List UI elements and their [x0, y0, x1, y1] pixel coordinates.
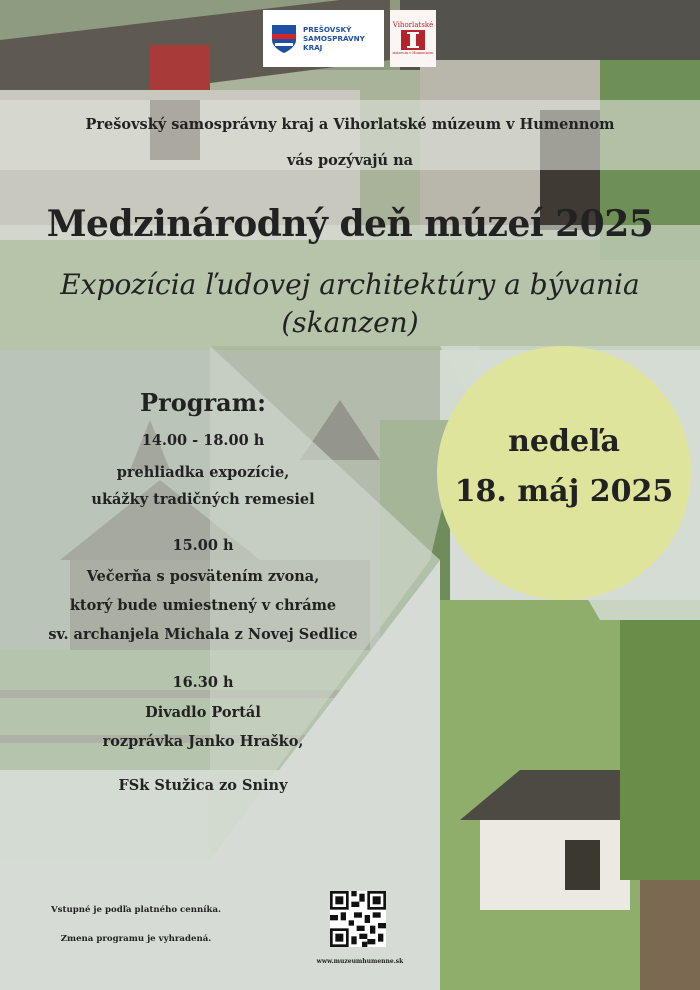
program-line: sv. archanjela Michala z Novej Sedlice — [48, 626, 358, 643]
program-line: ukážky tradičných remesiel — [91, 491, 315, 508]
museum-logo-location: múzeum v Humennom — [392, 51, 434, 55]
event-date: 18. máj 2025 — [454, 474, 674, 509]
qr-code-icon — [330, 891, 386, 947]
museum-logo-name: Vihorlatské — [392, 21, 434, 29]
program-line: ktorý bude umiestnený v chráme — [69, 597, 337, 614]
program-heading: Program: — [140, 388, 266, 417]
museum-column-icon — [400, 29, 426, 51]
psk-logo-line: PREŠOVSKÝ — [303, 25, 352, 34]
program-time: 15.00 h — [172, 537, 234, 554]
invitation-line: vás pozývajú na — [286, 152, 414, 169]
venue-subtitle-note: (skanzen) — [281, 306, 419, 339]
program-time: 14.00 - 18.00 h — [141, 432, 265, 449]
event-title: Medzinárodný deň múzeí 2025 — [46, 203, 654, 245]
program-change-note: Zmena programu je vyhradená. — [60, 934, 212, 944]
psk-logo — [263, 10, 384, 67]
program-line: FSk Stužica zo Sniny — [118, 777, 288, 794]
psk-logo-line: SAMOSPRÁVNY — [303, 34, 365, 43]
date-circle — [437, 346, 691, 600]
program-line: Divadlo Portál — [145, 704, 261, 721]
program-line: Večerňa s posvätením zvona, — [86, 568, 320, 585]
program-time: 16.30 h — [172, 674, 234, 691]
psk-coat-of-arms-icon — [271, 24, 297, 54]
admission-note: Vstupné je podľa platného cenníka. — [50, 905, 222, 915]
museum-website: www.muzeumhumenne.sk — [316, 958, 404, 965]
logo-row — [263, 10, 436, 67]
event-day: nedeľa — [508, 424, 620, 459]
venue-subtitle: Expozícia ľudovej architektúry a bývania — [60, 268, 640, 301]
museum-logo — [390, 10, 436, 67]
program-line: prehliadka expozície, — [116, 464, 290, 481]
psk-logo-line: KRAJ — [303, 43, 323, 52]
program-line: rozprávka Janko Hraško, — [102, 733, 304, 750]
organizers-line: Prešovský samosprávny kraj a Vihorlatské múzeum v Humennom — [85, 116, 615, 133]
